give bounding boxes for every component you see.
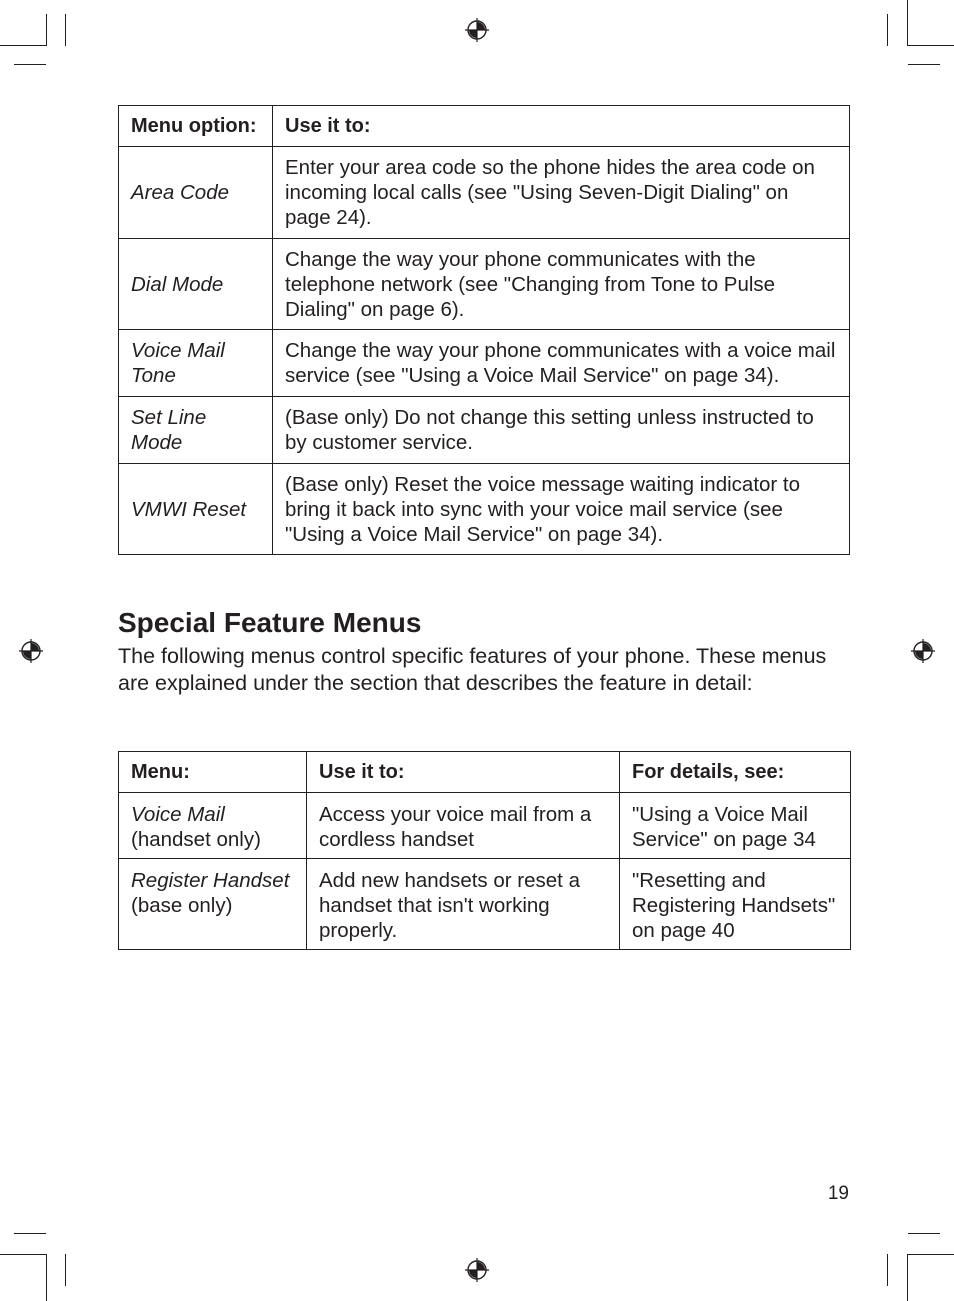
table-header-row xyxy=(119,106,850,147)
menu-qualifier: (base only) xyxy=(131,894,233,917)
crop-mark-top-left-v2 xyxy=(65,14,66,46)
details-cell: "Resetting and Registering Handsets" on page 40 xyxy=(620,859,851,950)
table-row xyxy=(119,793,851,859)
crop-mark-top-left-h2 xyxy=(14,64,46,65)
column-header-menu: Menu: xyxy=(119,752,307,793)
menu-option-cell: Voice Mail Tone xyxy=(119,330,273,397)
table-row xyxy=(119,859,851,950)
menu-name: Voice Mail xyxy=(131,803,225,826)
table-row xyxy=(119,397,850,464)
page-number: 19 xyxy=(827,1183,849,1204)
crop-mark-top-left-v xyxy=(46,14,47,46)
crop-mark-top-right-h2 xyxy=(908,64,940,65)
menu-option-cell: VMWI Reset xyxy=(119,464,273,555)
menu-option-cell: Dial Mode xyxy=(119,239,273,330)
use-it-to-cell: Add new handsets or reset a handset that isn't working properly. xyxy=(307,859,620,950)
use-it-to-cell: (Base only) Do not change this setting unless instructed to by customer service. xyxy=(273,397,850,464)
use-it-to-cell: Access your voice mail from a cordless handset xyxy=(307,793,620,859)
menu-option-cell: Set Line Mode xyxy=(119,397,273,464)
use-it-to-cell: Change the way your phone communicates with the telephone network (see "Changing from Tone to Pulse Dialing" on page 6). xyxy=(273,239,850,330)
crop-mark-top-right-v xyxy=(907,0,908,46)
crop-mark-top-right-v2 xyxy=(887,14,888,46)
details-cell: "Using a Voice Mail Service" on page 34 xyxy=(620,793,851,859)
registration-mark-icon xyxy=(465,18,489,42)
table-row xyxy=(119,147,850,239)
crop-mark-top-right-h xyxy=(908,45,954,46)
table-row xyxy=(119,330,850,397)
use-it-to-cell: Change the way your phone communicates with a voice mail service (see "Using a Voice Mail Service" on page 34). xyxy=(273,330,850,397)
menu-options-table xyxy=(118,105,850,555)
table-row xyxy=(119,239,850,330)
crop-mark-bottom-left-h xyxy=(14,1233,46,1234)
table-row xyxy=(119,464,850,555)
special-feature-menus-table xyxy=(118,751,851,950)
menu-cell xyxy=(119,859,307,950)
column-header-use-it-to: Use it to: xyxy=(307,752,620,793)
column-header-use-it-to: Use it to: xyxy=(273,106,850,147)
registration-mark-icon xyxy=(19,639,43,663)
registration-mark-icon xyxy=(465,1258,489,1282)
use-it-to-cell: Enter your area code so the phone hides the area code on incoming local calls (see "Using Seven-Digit Dialing" on page 24). xyxy=(273,147,850,239)
crop-mark-bottom-left-v2 xyxy=(65,1254,66,1286)
crop-mark-bottom-right-h xyxy=(908,1233,940,1234)
crop-mark-bottom-left-v xyxy=(46,1254,47,1301)
menu-option-cell: Area Code xyxy=(119,147,273,239)
crop-mark-bottom-right-h2 xyxy=(908,1254,954,1255)
crop-mark-bottom-right-v2 xyxy=(887,1254,888,1286)
section-intro: The following menus control specific features of your phone. These menus are explained under the section that describes the feature in detail: xyxy=(118,644,827,695)
crop-mark-bottom-left-h2 xyxy=(0,1254,46,1255)
table-header-row xyxy=(119,752,851,793)
use-it-to-cell: (Base only) Reset the voice message waiting indicator to bring it back into sync with your voice mail service (see "Using a Voice Mail Service" on page 34). xyxy=(273,464,850,555)
section-heading: Special Feature Menus xyxy=(118,607,422,638)
column-header-menu-option: Menu option: xyxy=(119,106,273,147)
column-header-for-details: For details, see: xyxy=(620,752,851,793)
menu-cell xyxy=(119,793,307,859)
menu-name: Register Handset xyxy=(131,869,290,892)
crop-mark-top-left-h xyxy=(0,45,46,46)
crop-mark-bottom-right-v xyxy=(907,1254,908,1301)
registration-mark-icon xyxy=(911,639,935,663)
menu-qualifier: (handset only) xyxy=(131,828,261,851)
